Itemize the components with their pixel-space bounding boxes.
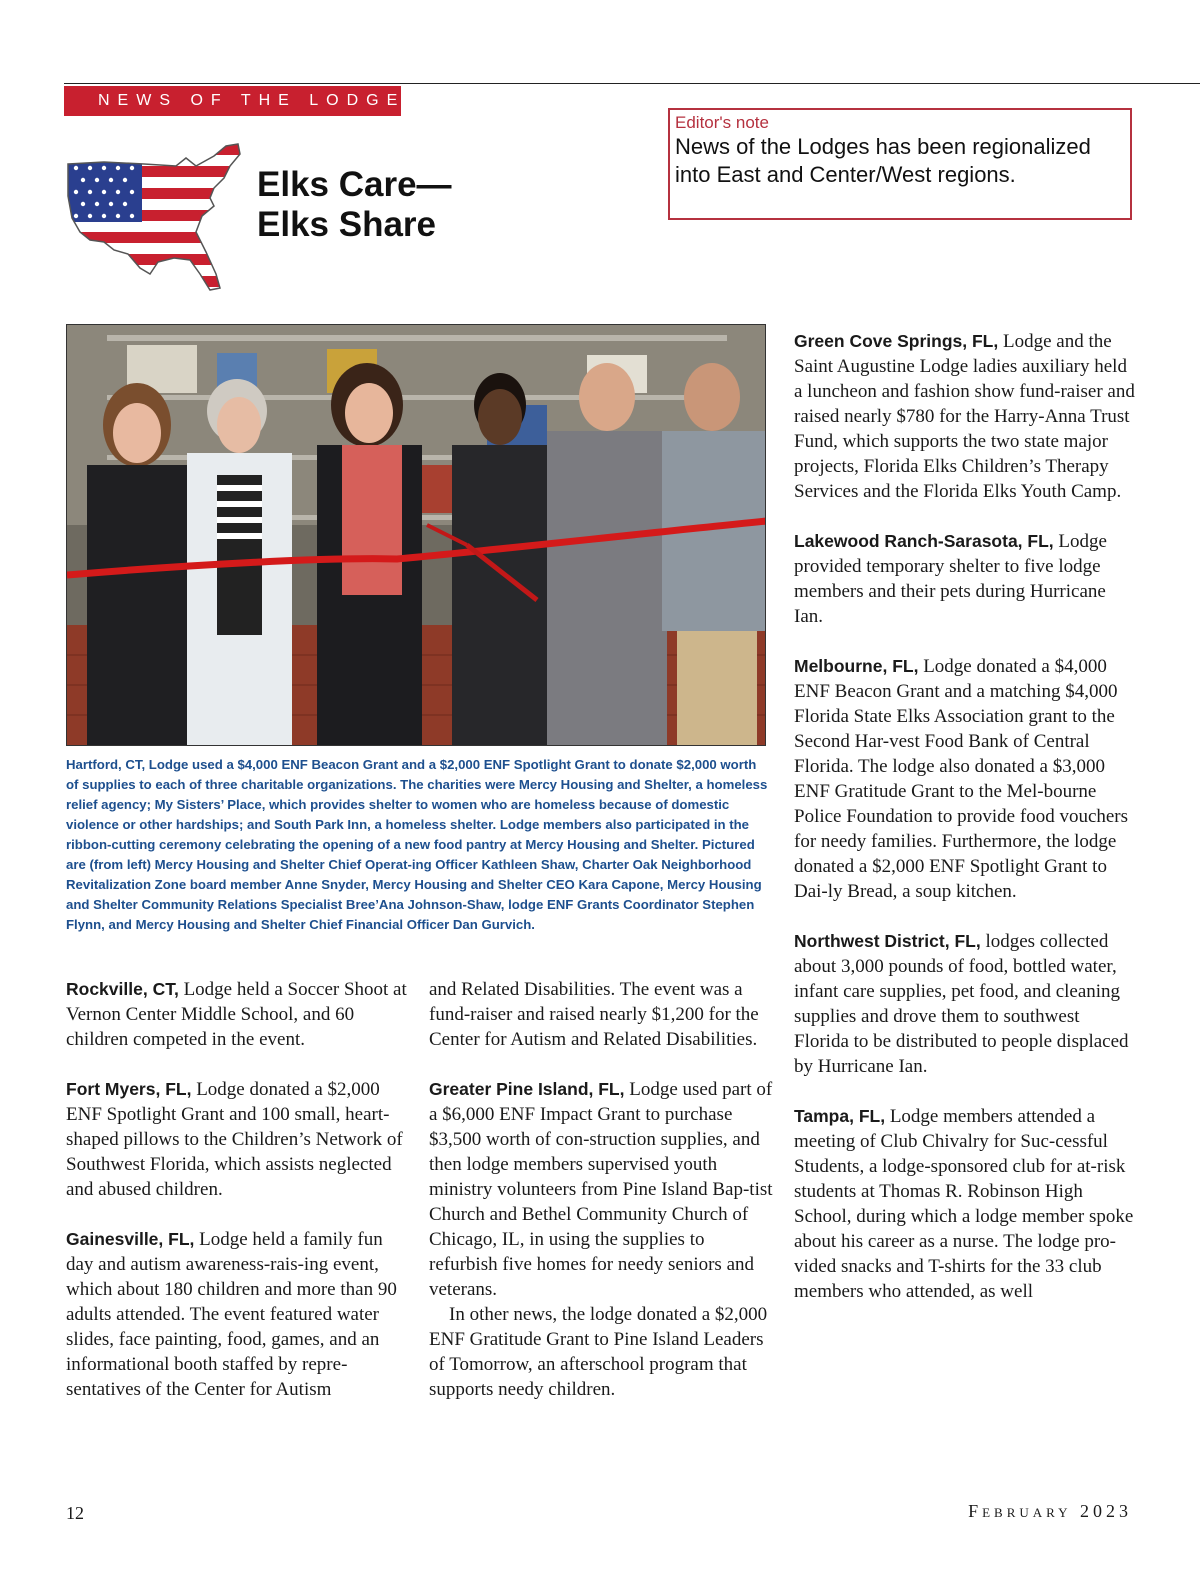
- headline-line-1: Elks Care—: [257, 165, 452, 204]
- article-item: [794, 929, 1139, 1079]
- photo-caption: [66, 755, 768, 935]
- item-lead: Lakewood Ranch-Sarasota, FL,: [794, 531, 1054, 551]
- article-item: [66, 977, 411, 1052]
- item-lead: Fort Myers, FL,: [66, 1079, 192, 1099]
- article-item: [66, 1077, 411, 1202]
- item-lead: Greater Pine Island, FL,: [429, 1079, 625, 1099]
- article-headline: [257, 165, 452, 245]
- item-text: Lodge provided temporary shelter to five lodge members and their pets during Hurricane Ian.: [794, 531, 1107, 627]
- continuation-text: and Related Disabilities. The event was a fund-raiser and raised nearly $1,200 for the Center for Autism and Related Disabilities.: [429, 979, 759, 1050]
- issue-date: February 2023: [968, 1501, 1132, 1521]
- column-2: [429, 977, 774, 1427]
- article-item: [794, 329, 1139, 504]
- caption-text: Lodge used a $4,000 ENF Beacon Grant and a $2,000 ENF Spotlight Grant to donate $2,000 worth of supplies to each of three charitable organizations. The charities were Mercy Housing and Shelter, a homeless relief agency; My Sisters’ Place, which provides shelter to women who are homeless because of domestic violence or other hardships; and South Park Inn, a homeless shelter. Lodge members also participated in the ribbon-cutting ceremony celebrating the opening of a new food pantry at Mercy Housing and Shelter. Pictured are (from left) Mercy Housing and Shelter Chief Operat-ing Officer Kathleen Shaw, Charter Oak Neighborhood Revitalization Zone board member Anne Snyder, Mercy Housing and Shelter CEO Kara Capone, Mercy Housing and Shelter Community Relations Specialist Bree’Ana Johnson-Shaw, lodge ENF Grants Coordinator Stephen Flynn, and Mercy Housing and Shelter Chief Financial Officer Dan Gurvich.: [66, 757, 768, 932]
- editor-note-body: News of the Lodges has been regionalized into East and Center/West regions.: [675, 134, 1091, 187]
- item-text: Lodge held a family fun day and autism awareness-rais-ing event, which about 180 children and more than 90 adults attended. The event featured water slides, face painting, food, games, and an informational booth staffed by repre-sentatives of the Center for Autism: [66, 1229, 397, 1400]
- article-item: [794, 529, 1139, 629]
- page-number: 12: [66, 1503, 84, 1523]
- top-rule: [64, 83, 1200, 84]
- item-text: Lodge donated a $2,000 ENF Spotlight Grant and 100 small, heart-shaped pillows to the Children’s Network of Southwest Florida, which assists neglected and abused children.: [66, 1079, 403, 1200]
- item-lead: Tampa, FL,: [794, 1106, 886, 1126]
- column-3: [794, 329, 1139, 1329]
- item-text: Lodge members attended a meeting of Club Chivalry for Suc-cessful Students, a lodge-sponsored club for at-risk students at Thomas R. Robinson High School, during which a lodge member spoke about his career as a nurse. The lodge pro-vided snacks and T-shirts for the 33 club members who attended, as well: [794, 1106, 1134, 1302]
- item-text: lodges collected about 3,000 pounds of food, bottled water, infant care supplies, pet food, and cleaning supplies and drove them to southwest Florida to be distributed to people displaced by Hurricane Ian.: [794, 931, 1129, 1077]
- item-text: Lodge used part of a $6,000 ENF Impact Grant to purchase $3,500 worth of con-struction supplies, and then lodge members supervised youth ministry volunteers from Pine Island Bap-tist Church and Bethel Community Church of Chicago, IL, in using the supplies to refurbish five homes for needy seniors and veterans.: [429, 1079, 773, 1300]
- article-item: [794, 654, 1139, 904]
- headline-line-2: Elks Share: [257, 205, 436, 244]
- column-1: [66, 977, 411, 1427]
- article-item: [429, 1077, 774, 1302]
- item-lead: Green Cove Springs, FL,: [794, 331, 999, 351]
- caption-lead: Hartford, CT,: [66, 757, 146, 772]
- item-text: Lodge and the Saint Augustine Lodge ladies auxiliary held a luncheon and fashion show fund-raiser and raised nearly $780 for the Harry-Anna Trust Fund, which supports the two state major projects, Florida Elks Children’s Therapy Services and the Florida Elks Youth Camp.: [794, 331, 1135, 502]
- item-lead: Melbourne, FL,: [794, 656, 919, 676]
- item-lead: Rockville, CT,: [66, 979, 179, 999]
- us-flag-map-icon: [64, 136, 244, 296]
- item-lead: Gainesville, FL,: [66, 1229, 195, 1249]
- editor-note-box: [668, 108, 1132, 220]
- editor-note-label: Editor's note: [675, 113, 769, 132]
- item-text: Lodge donated a $4,000 ENF Beacon Grant and a matching $4,000 Florida State Elks Association grant to the Second Har-vest Food Bank of Central Florida. The lodge also donated a $3,000 ENF Gratitude Grant to the Mel-bourne Police Foundation to provide food vouchers for needy families. Furthermore, the lodge donated a $2,000 ENF Spotlight Grant to Dai-ly Bread, a soup kitchen.: [794, 656, 1129, 902]
- item-lead: Northwest District, FL,: [794, 931, 981, 951]
- item-text: Lodge held a Soccer Shoot at Vernon Center Middle School, and 60 children competed in the event.: [66, 979, 407, 1050]
- item-continuation: In other news, the lodge donated a $2,000 ENF Gratitude Grant to Pine Island Leaders of Tomorrow, an afterschool program that supports needy children.: [429, 1304, 768, 1400]
- section-banner: NEWS OF THE LODGES: [64, 86, 401, 116]
- article-item: [794, 1104, 1139, 1304]
- ribbon-cutting-photo: [66, 324, 766, 746]
- article-item: [66, 1227, 411, 1402]
